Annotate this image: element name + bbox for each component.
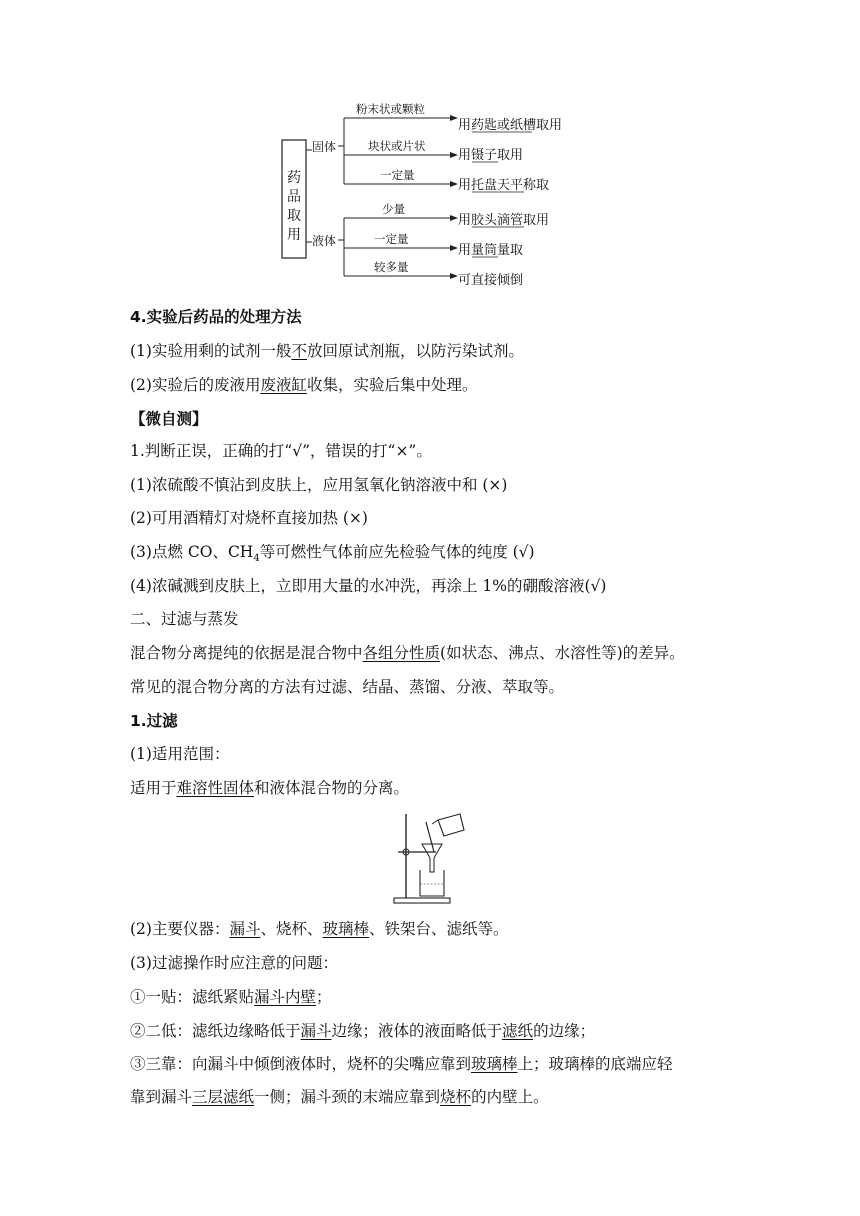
section2-paragraph-2: 常见的混合物分离的方法有过滤、结晶、蒸馏、分液、萃取等。: [130, 678, 565, 696]
branch-condition: 一定量: [374, 232, 409, 246]
section2-heading: 二、过滤与蒸发: [130, 610, 239, 628]
liquid-label: 液体: [312, 234, 337, 248]
note-three-lean-line-2: 靠到漏斗三层滤纸一侧；漏斗颈的末端应靠到烧杯的内壁上。: [130, 1088, 549, 1106]
branch-condition: 一定量: [380, 168, 415, 182]
branch-1: [344, 102, 562, 133]
branch-2: [344, 139, 523, 163]
root-char-4: 用: [287, 227, 301, 243]
notes-heading: (3)过滤操作时应注意的问题：: [130, 954, 338, 972]
branch-method: 用托盘天平称取: [458, 178, 550, 193]
root-char-3: 取: [287, 208, 301, 224]
reagent-taking-diagram: [270, 100, 600, 300]
section4-paragraph-1: (1)实验用剩的试剂一般不放回原试剂瓶，以防污染试剂。: [130, 342, 524, 360]
branch-condition: 少量: [382, 202, 405, 216]
branch-condition: 粉末状或颗粒: [356, 102, 425, 116]
filter-heading: 1.过滤: [130, 712, 178, 730]
scope-text: 适用于难溶性固体和液体混合物的分离。: [130, 779, 410, 797]
scope-heading: (1)适用范围：: [130, 745, 230, 763]
note-two-low: ②二低：滤纸边缘略低于漏斗边缘；液体的液面略低于滤纸的边缘；: [130, 1022, 596, 1040]
branch-method: 用量筒量取: [458, 243, 524, 258]
branch-6: [344, 260, 523, 288]
root-char-2: 品: [287, 189, 301, 205]
self-test-item-1: (1)浓硫酸不慎沾到皮肤上，应用氢氧化钠溶液中和 (×): [130, 476, 508, 494]
note-three-lean-line-1: ③三靠：向漏斗中倾倒液体时，烧杯的尖嘴应靠到玻璃棒上；玻璃棒的底端应轻: [130, 1055, 673, 1073]
section4-heading: 4.实验后药品的处理方法: [130, 308, 302, 326]
self-test-item-3: (3)点燃 CO、$CH_4$等可燃性气体前应先检验气体的纯度 (√): [130, 543, 535, 565]
branch-condition: 较多量: [374, 260, 409, 274]
branch-method: 用胶头滴管取用: [458, 213, 550, 228]
self-test-item-4: (4)浓碱溅到皮肤上，立即用大量的水冲洗，再涂上 1%的硼酸溶液(√): [130, 577, 607, 595]
branch-4: [344, 202, 549, 228]
section2-paragraph-1: 混合物分离提纯的依据是混合物中各组分性质(如状态、沸点、水溶性等)的差异。: [130, 644, 685, 662]
self-test-heading: 【微自测】: [130, 410, 208, 428]
branch-method: 用镊子取用: [458, 148, 524, 163]
self-test-item-2: (2)可用酒精灯对烧杯直接加热 (×): [130, 509, 368, 527]
filtration-apparatus-figure: [392, 810, 472, 906]
note-one-stick: ①一贴：滤纸紧贴漏斗内壁；: [130, 988, 332, 1006]
branch-method: 用药匙或纸槽取用: [458, 118, 563, 133]
section4-paragraph-2: (2)实验后的废液用废液缸收集，实验后集中处理。: [130, 376, 478, 394]
branch-method: 可直接倾倒: [458, 273, 524, 288]
root-char-1: 药: [287, 170, 301, 186]
solid-label: 固体: [312, 140, 337, 154]
self-test-intro: 1.判断正误，正确的打“√”，错误的打“×”。: [130, 442, 432, 460]
branch-3: [344, 168, 549, 193]
branch-5: [344, 232, 523, 258]
branch-condition: 块状或片状: [368, 139, 426, 153]
instruments-text: (2)主要仪器：漏斗、烧杯、玻璃棒、铁架台、滤纸等。: [130, 920, 509, 938]
